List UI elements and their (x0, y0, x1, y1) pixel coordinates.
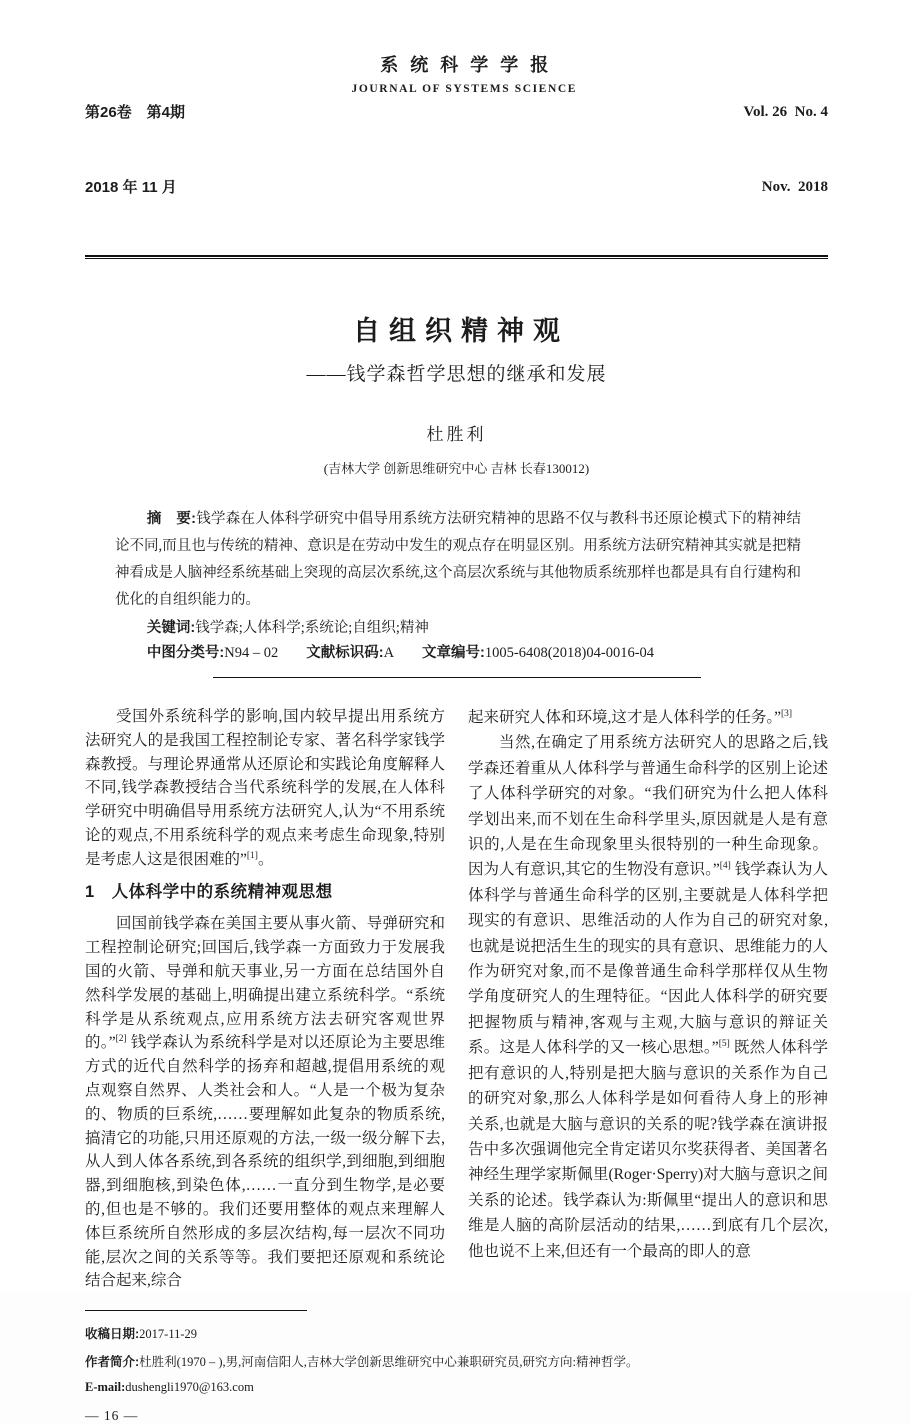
volume-issue-en: Vol. 26 No. 4 (743, 104, 828, 120)
journal-title-en: JOURNAL OF SYSTEMS SCIENCE (351, 83, 578, 95)
keywords (115, 616, 801, 641)
header-divider (85, 255, 828, 259)
keywords-text: 钱学森;人体科学;系统论;自组织;精神 (195, 620, 429, 636)
section-heading-1: 1 人体科学中的系统精神观思想 (85, 882, 333, 901)
right-column (468, 705, 828, 1293)
left-column (85, 705, 445, 1293)
email-line (85, 1380, 828, 1395)
paragraph: 受国外系统科学的影响,国内较早提出用系统方法研究人的是我国工程控制论专家、著名科学家钱学森教授。与理论界通常从还原论和实践论角度解释人不同,钱学森教授结合当代系统科学的发展,在人体科学研究中明确倡导用系统方法研究人,认为“不用系统论的观点,不用系统科学的观点来考虑生命现象,特别是考虑人这是很困难的”[1]。 (85, 708, 445, 868)
abstract-text: 钱学森在人体科学研究中倡导用系统方法研究精神的思路不仅与教科书还原论模式下的精神结论不同,而且也与传统的精神、意识是在劳动中发生的观点存在明显区别。用系统方法研究精神其实就是把精神看成是人脑神经系统基础上突现的高层次系统,这个高层次系统与其他物质系统那样也都是具有自行建构和优化的自组织能力的。 (115, 511, 801, 608)
paragraph: 回国前钱学森在美国主要从事火箭、导弹研究和工程控制论研究;回国后,钱学森一方面致力于发展我国的火箭、导弹和航天事业,另一方面在总结国外自然科学发展的基础上,明确提出建立系统科学。“系统科学是从系统观点,应用系统方法去研究客观世界的。”[2] 钱学森认为系统科学是对以还原论为主要思维方式的近代自然科学的扬弃和超越,提倡用系统的观点观察自然界、人类社会和人。“人是一个极为复杂的、物质的巨系统,……要理解如此复杂的物质系统,搞清它的功能,只用还原观的方法,一级一级分解下去,从人到人体各系统,到各系统的组织学,到细胞,到细胞器,到细胞核,到染色体,……一直分到生物学,是必要的,但也是不够的。我们还要用整体的观点来理解人体巨系统所自然形成的多层次结构,每一层次不同功能,层次之间的关系等等。我们要把还原观和系统论结合起来,综合 (85, 915, 445, 1290)
page-number: — 16 — (85, 1408, 139, 1424)
issue-info-en (744, 50, 828, 250)
author-bio-value: 杜胜利(1970 – ),男,河南信阳人,吉林大学创新思维研究中心兼职研究员,研究方向:精神哲学。 (139, 1355, 639, 1370)
article-body (85, 705, 828, 1293)
title-block (85, 309, 828, 477)
author-name: 杜胜利 (426, 425, 487, 444)
clc-value: N94 – 02 (224, 645, 279, 661)
issue-date-en: Nov. 2018 (761, 179, 828, 195)
email-label: E-mail: (85, 1380, 126, 1395)
page-footer (85, 1324, 828, 1424)
article-id-value: 1005-6408(2018)04-0016-04 (484, 645, 655, 661)
footnote-divider (85, 1310, 307, 1311)
doc-code-value: A (383, 645, 395, 661)
abstract-label: 摘 要: (146, 511, 196, 527)
paragraph: 当然,在确定了用系统方法研究人的思路之后,钱学森还着重从人体科学与普通生命科学的区别上论述了人体科学研究的对象。“我们研究为什么把人体科学划出来,而不划在生命科学里头,原因就是人是有意识的,人是在生命现象里头很特别的一种生命现象。因为人有意识,其它的生物没有意识。”[4] 钱学森认为人体科学与普通生命科学的区别,主要就是人体科学把现实的有意识、思维活动的人作为自己的研究对象,也就是说把活生生的现实的具有意识、思维能力的人作为研究对象,而不是像普通生命科学那样仅从生物学角度研究人的生理特征。“因此人体科学的研究要把握物质与精神,客观与主观,大脑与意识的辩证关系。这是人体科学的又一核心思想。”[5] 既然人体科学把有意识的人,特别是把大脑与意识的关系作为自己的研究对象,那么人体科学是如何看待人身上的形神关系,也就是大脑与意识的关系的呢?钱学森在演讲报告中多次强调他完全肯定诺贝尔奖获得者、美国著名神经生理学家斯佩里(Roger·Sperry)对大脑与意识之间关系的论述。钱学森认为:斯佩里“提出人的意识和思维是人脑的高阶层活动的结果,……到底有几个层次,他也说不上来,但还有一个最高的即人的意 (468, 734, 828, 1260)
clc-label: 中图分类号: (146, 645, 225, 661)
journal-header (85, 50, 828, 250)
author-bio-label: 作者简介: (85, 1355, 140, 1370)
meta-block (115, 506, 801, 666)
author-bio-line (85, 1352, 828, 1370)
author-affiliation: (吉林大学 创新思维研究中心 吉林 长春130012) (323, 461, 590, 476)
issue-info-cn (85, 50, 185, 250)
classification-line (115, 641, 801, 666)
meta-divider (213, 677, 701, 678)
received-date-value: 2017-11-29 (139, 1327, 198, 1342)
paragraph: 起来研究人体和环境,这才是人体科学的任务。”[3] (468, 708, 793, 726)
abstract (115, 506, 801, 614)
keywords-label: 关键词: (146, 620, 196, 636)
email-value: dushengli1970@163.com (125, 1380, 254, 1395)
doc-code-label: 文献标识码: (306, 645, 384, 661)
received-date-line (85, 1324, 828, 1342)
article-subtitle: ——钱学森哲学思想的继承和发展 (306, 364, 607, 385)
issue-date-cn: 2018 年 11 月 (85, 179, 177, 196)
journal-title-block (185, 51, 744, 95)
article-id-label: 文章编号: (422, 645, 485, 661)
article-title: 自组织精神观 (353, 316, 569, 346)
journal-title-cn: 系统科学学报 (380, 55, 561, 75)
volume-issue-cn: 第26卷 第4期 (85, 104, 186, 121)
received-date-label: 收稿日期: (85, 1327, 140, 1342)
